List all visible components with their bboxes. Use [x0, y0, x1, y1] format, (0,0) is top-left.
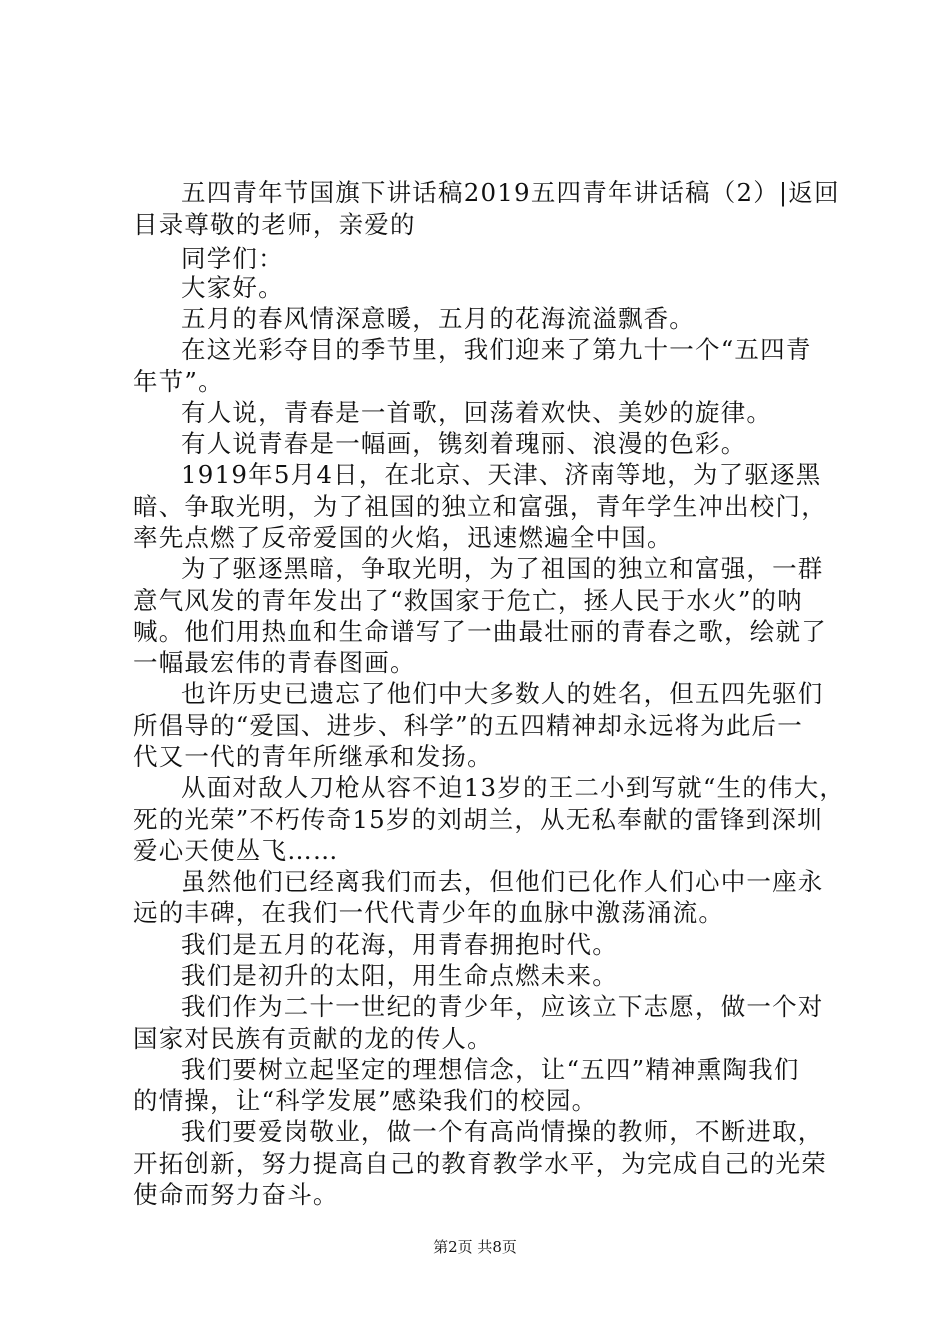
page-number-footer: 第2页 共8页: [433, 1238, 517, 1256]
text-line: 有人说青春是一幅画，镌刻着瑰丽、浪漫的色彩。: [181, 429, 747, 458]
text-line: 五四青年节国旗下讲话稿2019五四青年讲话稿（2）|返回: [181, 178, 840, 207]
text-line: 为了驱逐黑暗，争取光明，为了祖国的独立和富强，一群: [181, 554, 824, 583]
text-line: 我们是五月的花海，用青春拥抱时代。: [181, 930, 618, 959]
text-line: 死的光荣”不朽传奇15岁的刘胡兰，从无私奉献的雷锋到深圳: [133, 805, 823, 834]
text-line: 所倡导的“爱国、进步、科学”的五四精神却永远将为此后一: [133, 711, 803, 740]
text-line: 率先点燃了反帝爱国的火焰，迅速燃遍全中国。: [133, 523, 673, 552]
text-line: 目录尊敬的老师，亲爱的: [133, 210, 416, 239]
text-line: 1919年5月4日，在北京、天津、济南等地，为了驱逐黑: [181, 460, 822, 489]
text-line: 在这光彩夺目的季节里，我们迎来了第九十一个“五四青: [181, 335, 812, 364]
text-line: 我们要树立起坚定的理想信念，让“五四”精神熏陶我们: [181, 1055, 800, 1084]
text-line: 同学们：: [181, 244, 284, 273]
text-line: 我们要爱岗敬业，做一个有高尚情操的教师，不断进取，: [181, 1117, 824, 1146]
text-line: 意气风发的青年发出了“救国家于危亡，拯人民于水火”的呐: [133, 586, 803, 615]
text-line: 爱心天使丛飞……: [133, 836, 339, 865]
text-line: 也许历史已遗忘了他们中大多数人的姓名，但五四先驱们: [181, 679, 824, 708]
text-line: 使命而努力奋斗。: [133, 1180, 339, 1209]
text-line: 大家好。: [181, 273, 284, 302]
text-line: 我们作为二十一世纪的青少年，应该立下志愿，做一个对: [181, 992, 824, 1021]
text-line: 年节”。: [133, 367, 224, 396]
text-line: 远的丰碑，在我们一代代青少年的血脉中激荡涌流。: [133, 898, 725, 927]
text-line: 国家对民族有贡献的龙的传人。: [133, 1024, 493, 1053]
text-line: 有人说，青春是一首歌，回荡着欢快、美妙的旋律。: [181, 398, 773, 427]
text-line: 五月的春风情深意暖，五月的花海流溢飘香。: [181, 304, 695, 333]
text-line: 虽然他们已经离我们而去，但他们已化作人们心中一座永: [181, 867, 824, 896]
text-line: 暗、争取光明，为了祖国的独立和富强，青年学生冲出校门，: [133, 492, 827, 521]
text-line: 的情操，让“科学发展”感染我们的校园。: [133, 1086, 598, 1115]
text-line: 喊。他们用热血和生命谱写了一曲最壮丽的青春之歌，绘就了: [133, 617, 827, 646]
text-line: 从面对敌人刀枪从容不迫13岁的王二小到写就“生的伟大，: [181, 773, 846, 802]
text-line: 代又一代的青年所继承和发扬。: [133, 742, 493, 771]
text-line: 我们是初升的太阳，用生命点燃未来。: [181, 961, 618, 990]
text-line: 开拓创新，努力提高自己的教育教学水平，为完成自己的光荣: [133, 1149, 827, 1178]
text-line: 一幅最宏伟的青春图画。: [133, 648, 416, 677]
